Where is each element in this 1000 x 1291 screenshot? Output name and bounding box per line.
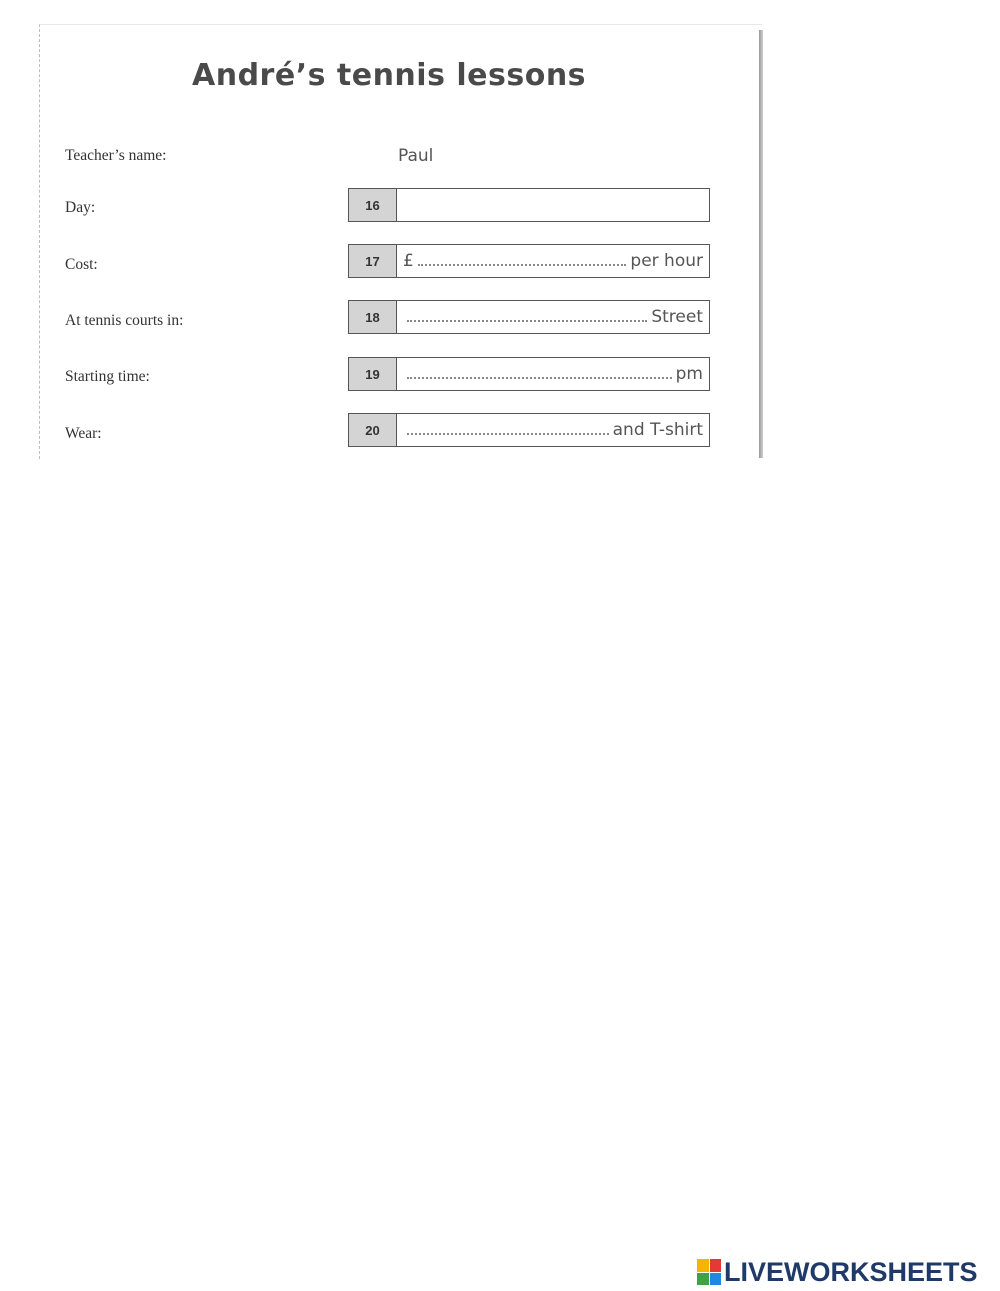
teacher-name-label: Teacher’s name: bbox=[65, 147, 167, 164]
wear-suffix: and T-shirt bbox=[612, 420, 703, 440]
liveworksheets-logo bbox=[697, 1257, 978, 1287]
wear-answer-field[interactable] bbox=[348, 413, 710, 447]
cost-label: Cost: bbox=[65, 256, 98, 273]
liveworksheets-wordmark: LIVEWORKSHEETS bbox=[724, 1256, 978, 1287]
cost-answer-field[interactable] bbox=[348, 244, 710, 278]
starting-time-suffix: pm bbox=[675, 364, 703, 384]
courts-dotted-line bbox=[407, 320, 647, 322]
courts-answer-input[interactable] bbox=[397, 301, 709, 333]
mark-square-yellow bbox=[697, 1259, 709, 1272]
mark-square-red bbox=[710, 1259, 722, 1272]
day-answer-field[interactable] bbox=[348, 188, 710, 222]
starting-time-label: Starting time: bbox=[65, 368, 150, 385]
day-answer-input[interactable] bbox=[397, 189, 709, 221]
question-number-16: 16 bbox=[349, 189, 397, 221]
question-number-20: 20 bbox=[349, 414, 397, 446]
mark-square-blue bbox=[710, 1273, 722, 1286]
starting-time-answer-field[interactable] bbox=[348, 357, 710, 391]
cost-prefix: £ bbox=[403, 251, 414, 271]
question-number-17: 17 bbox=[349, 245, 397, 277]
cost-answer-input[interactable] bbox=[397, 245, 709, 277]
mark-square-green bbox=[697, 1273, 709, 1286]
wear-answer-input[interactable] bbox=[397, 414, 709, 446]
starting-time-dotted-line bbox=[407, 377, 672, 379]
wear-label: Wear: bbox=[65, 425, 102, 442]
sheet-shadow-edge bbox=[759, 30, 763, 458]
starting-time-answer-input[interactable] bbox=[397, 358, 709, 390]
worksheet-title: André’s tennis lessons bbox=[192, 58, 587, 93]
worksheet-card bbox=[39, 24, 762, 459]
wear-dotted-line bbox=[407, 433, 609, 435]
courts-label: At tennis courts in: bbox=[65, 312, 184, 329]
question-number-18: 18 bbox=[349, 301, 397, 333]
courts-suffix: Street bbox=[651, 307, 703, 327]
cost-suffix: per hour bbox=[630, 251, 703, 271]
courts-answer-field[interactable] bbox=[348, 300, 710, 334]
question-number-19: 19 bbox=[349, 358, 397, 390]
liveworksheets-mark-icon bbox=[697, 1259, 721, 1285]
cost-dotted-line bbox=[418, 264, 627, 266]
teacher-name-value: Paul bbox=[398, 146, 434, 166]
day-label: Day: bbox=[65, 199, 96, 216]
